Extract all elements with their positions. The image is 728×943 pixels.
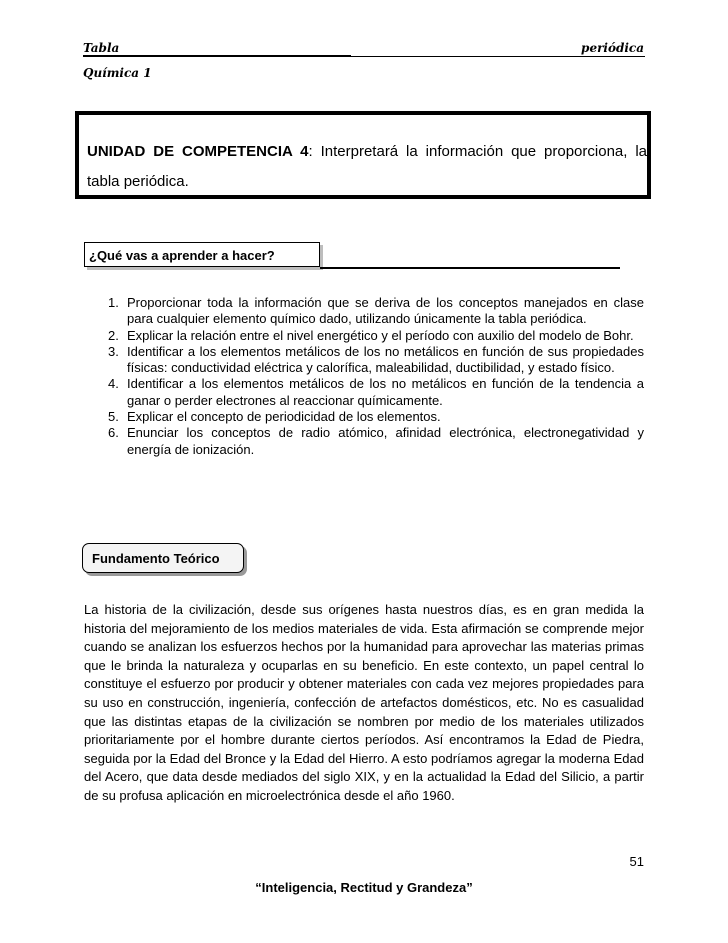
list-item-number: 4. xyxy=(108,376,119,392)
competency-text xyxy=(87,137,647,197)
list-item xyxy=(100,409,644,425)
list-item xyxy=(100,328,644,344)
list-item-text: Proporcionar toda la información que se deriva de los conceptos manejados en clase para cualquier elemento químico dado, utilizando únicamente la tabla periódica. xyxy=(127,295,644,327)
competency-label: UNIDAD DE COMPETENCIA 4 xyxy=(87,143,309,160)
page-number: 51 xyxy=(629,854,644,869)
competency-description: : Interpretará la información que proporciona, la tabla periódica. xyxy=(87,143,648,190)
list-item-number: 2. xyxy=(108,327,119,343)
list-item xyxy=(100,376,644,409)
list-item-text: Identificar a los elementos metálicos de los no metálicos en función de sus propiedades físicas: conductividad eléctrica y calorífica, maleabilidad, ductibilidad, y estado físico. xyxy=(127,343,644,376)
list-item-text: Enunciar los conceptos de radio atómico, afinidad electrónica, electronegatividad y energía de ionización. xyxy=(127,425,644,457)
header-rule xyxy=(83,56,645,57)
header-title-right: periódica xyxy=(581,41,644,55)
theory-paragraph: La historia de la civilización, desde sus orígenes hasta nuestros días, es en gran medida la historia del mejoramiento de los medios materiales de vida. Esta afirmación se comprende mejor cuando se analizan los esfuerzos hechos por la humanidad para aprovechar las materias primas que le brinda la naturaleza y ocuparlas en su beneficio. En este contexto, un papel central lo constituye el esfuerzo por producir y obtener materiales con cada vez mejores propiedades para su uso en construcción, ingeniería, confección de artefactos domésticos, etc. No es casualidad que las distintas etapas de la civilización se nombren por medio de los materiales utilizados prioritariamente por el hombre durante ciertos períodos. Así encontramos la Edad de Piedra, seguida por la Edad del Bronce y la Edad del Hierro. A esto podríamos agregar la moderna Edad del Acero, que data desde mediados del siglo XIX, y en la actualidad la Edad del Silicio, a partir de su profusa aplicación en microelectrónica desde el año 1960. xyxy=(84,602,644,803)
theory-section-tab: Fundamento Teórico xyxy=(82,543,244,573)
list-item-text: Identificar a los elementos metálicos de los no metálicos en función de la tendencia a ganar o perder electrones al reaccionar químicamente. xyxy=(127,376,644,408)
header-title-left: Tabla xyxy=(83,41,120,55)
competency-box xyxy=(75,111,651,199)
learn-section-rule xyxy=(320,267,620,269)
list-item-number: 6. xyxy=(108,425,119,441)
list-item-number: 5. xyxy=(108,409,119,425)
list-item xyxy=(100,425,644,458)
header-subtitle: Química 1 xyxy=(83,66,152,80)
list-item xyxy=(100,295,644,328)
list-item-number: 3. xyxy=(108,343,119,359)
objectives-list xyxy=(100,295,644,458)
list-item-text: Explicar el concepto de periodicidad de los elementos. xyxy=(127,409,441,425)
list-item xyxy=(100,344,644,377)
footer-motto: “Inteligencia, Rectitud y Grandeza” xyxy=(255,880,473,895)
list-item-text: Explicar la relación entre el nivel energético y el período con auxilio del modelo de Bohr. xyxy=(127,327,634,343)
list-item-number: 1. xyxy=(108,295,119,310)
learn-section-tab: ¿Qué vas a aprender a hacer? xyxy=(84,242,320,267)
